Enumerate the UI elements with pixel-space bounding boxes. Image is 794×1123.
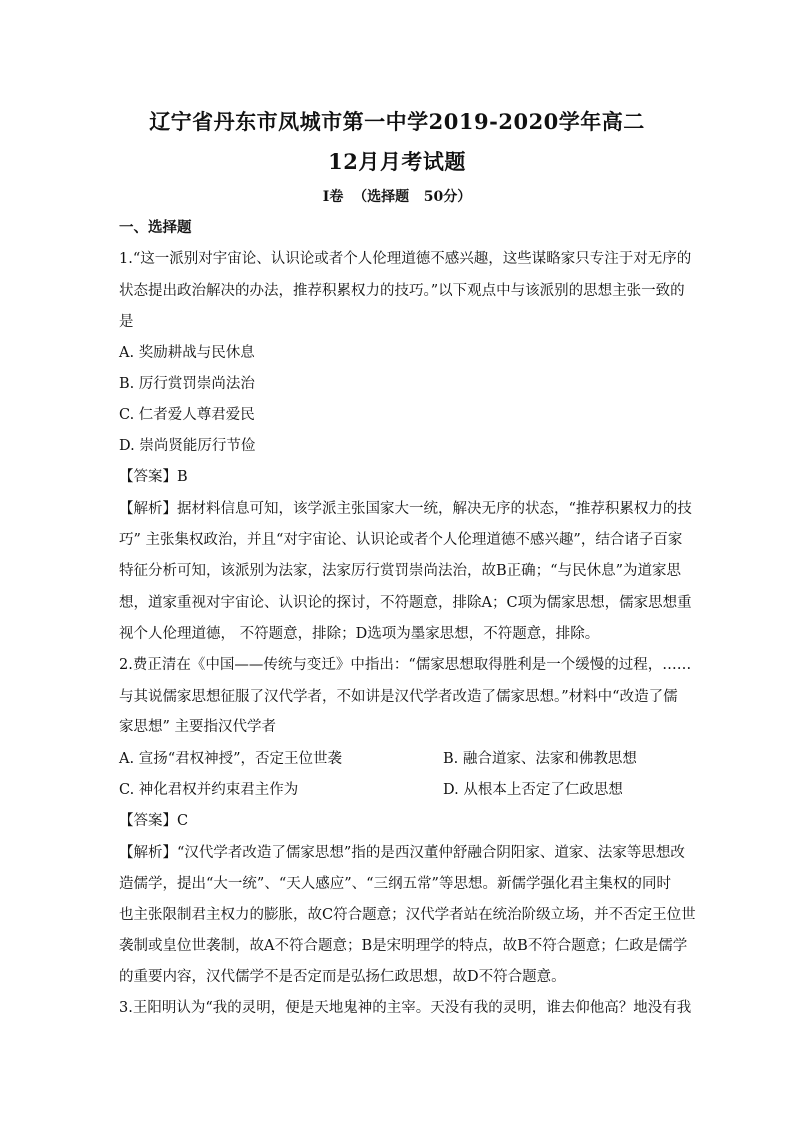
q1-option-d: D. 崇尚贤能厉行节俭 (119, 438, 256, 454)
q2-analysis-line-2: 造儒学，提出“大一统”、“天人感应”、“三纲五常”等思想。新儒学强化君主集权的同时 (119, 876, 671, 892)
q2-stem-line-3: 家思想” 主要指汉代学者 (119, 719, 277, 735)
q2-stem-line-1: 2.费正清在《中国——传统与变迁》中指出：“儒家思想取得胜利是一个缓慢的过程，…… (119, 657, 692, 673)
q2-option-b: B. 融合道家、法家和佛教思想 (443, 751, 637, 767)
q2-answer: 【答案】C (119, 813, 189, 829)
q1-analysis-line-5: 视个人伦理道德， 不符题意，排除；D选项为墨家思想，不符题意，排除。 (119, 626, 600, 642)
q2-option-a: A. 宣扬“君权神授”，否定王位世袭 (119, 751, 343, 767)
section-heading: 一、选择题 (119, 219, 192, 236)
q1-analysis-line-4: 想，道家重视对宇宙论、认识论的探讨，不符题意，排除A；C项为儒家思想，儒家思想重 (119, 595, 692, 611)
q2-stem-line-2: 与其说儒家思想征服了汉代学者，不如讲是汉代学者改造了儒家思想。”材料中“改造了儒 (119, 689, 678, 705)
q1-analysis-line-2: 巧” 主张集权政治，并且“对宇宙论、认识论或者个人伦理道德不感兴趣”，结合诸子百家 (119, 532, 683, 548)
subtitle-text: I卷 （选择题 50分） (322, 189, 472, 205)
q1-stem-line-2: 状态提出政治解决的办法，推荐积累权力的技巧。”以下观点中与该派别的思想主张一致的 (119, 283, 685, 299)
q1-stem-line-3: 是 (119, 314, 134, 330)
q2-analysis-line-4: 袭制或皇位世袭制，故A不符合题意；B是宋明理学的特点，故B不符合题意；仁政是儒学 (119, 938, 688, 954)
q1-answer: 【答案】B (119, 469, 188, 485)
q1-option-a: A. 奖励耕战与民休息 (119, 345, 255, 361)
q2-option-c: C. 神化君权并约束君主作为 (119, 782, 299, 798)
q1-analysis-line-1: 【解析】据材料信息可知，该学派主张国家大一统，解决无序的状态，“推荐积累权力的技 (119, 501, 692, 517)
section-subtitle (0, 186, 794, 206)
q2-option-d: D. 从根本上否定了仁政思想 (443, 782, 623, 798)
exam-title-line-2: 12月月考试题 (328, 149, 466, 174)
q2-analysis-line-3: 也主张限制君主权力的膨胀，故C符合题意；汉代学者站在统治阶级立场，并不否定王位世 (119, 907, 696, 923)
q2-analysis-line-5: 的重要内容，汉代儒学不是否定而是弘扬仁政思想，故D不符合题意。 (119, 969, 566, 985)
q1-option-c: C. 仁者爱人尊君爱民 (119, 407, 255, 423)
q1-option-b: B. 厉行赏罚崇尚法治 (119, 376, 255, 392)
q1-analysis-line-3: 特征分析可知，该派别为法家，法家厉行赏罚崇尚法治，故B正确；“与民休息”为道家思 (119, 563, 681, 579)
q1-stem-line-1: 1.“这一派别对宇宙论、认识论或者个人伦理道德不感兴趣，这些谋略家只专注于对无序的 (119, 251, 692, 267)
q3-stem-line-1: 3.王阳明认为“我的灵明，便是天地鬼神的主宰。天没有我的灵明，谁去仰他高？地没有我 (119, 1000, 692, 1016)
q2-analysis-line-1: 【解析】“汉代学者改造了儒家思想”指的是西汉董仲舒融合阴阳家、道家、法家等思想改 (119, 845, 685, 861)
exam-title-line-1: 辽宁省丹东市凤城市第一中学2019-2020学年高二 (149, 109, 645, 134)
